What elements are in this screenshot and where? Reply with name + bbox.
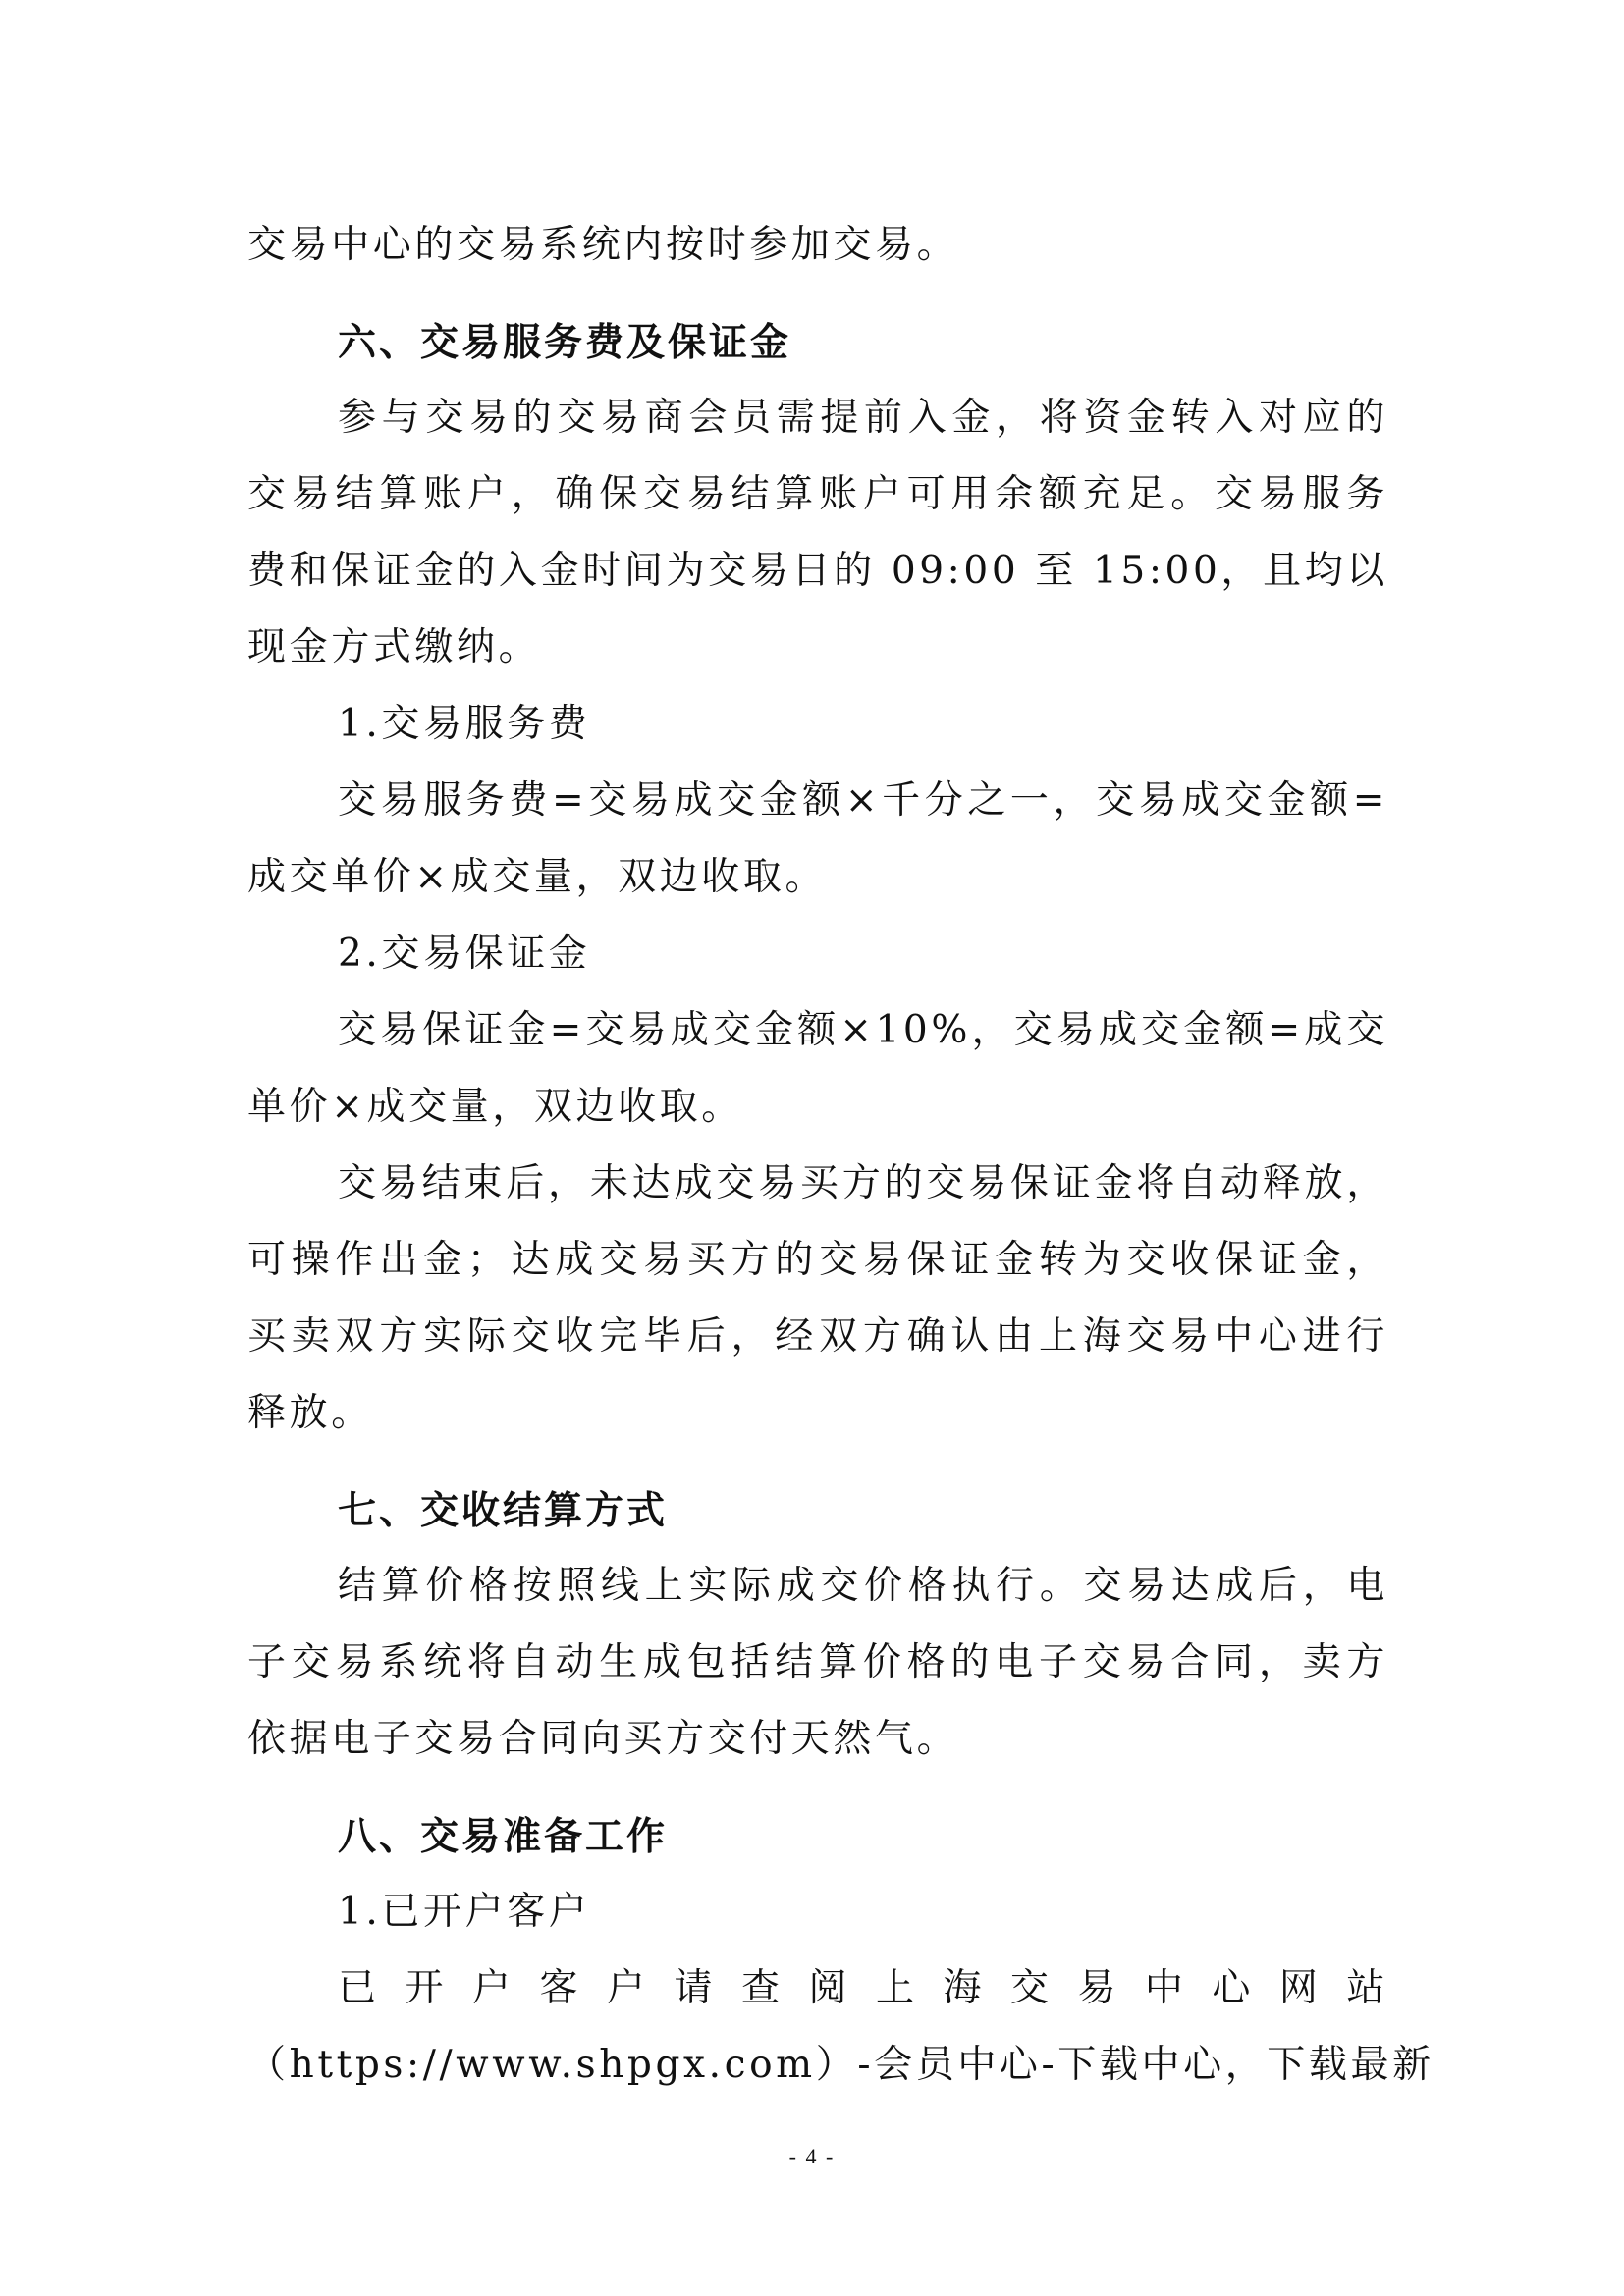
- section-heading: 八、交易准备工作: [338, 1815, 669, 1859]
- paragraph-line: 交易保证金=交易成交金额×10%，交易成交金额=成交: [338, 1008, 1388, 1052]
- paragraph-line: 交易结算账户，确保交易结算账户可用余额充足。交易服务: [247, 472, 1388, 516]
- section-heading: 六、交易服务费及保证金: [338, 321, 792, 365]
- subheading: 2.交易保证金: [338, 932, 591, 976]
- paragraph-line: 交易结束后，未达成交易买方的交易保证金将自动释放，: [338, 1161, 1388, 1205]
- section-heading: 七、交收结算方式: [338, 1489, 669, 1533]
- paragraph-line: 依据电子交易合同向买方交付天然气。: [247, 1717, 959, 1761]
- paragraph-line: 参与交易的交易商会员需提前入金，将资金转入对应的: [338, 396, 1388, 440]
- paragraph-line: 现金方式缴纳。: [247, 625, 541, 669]
- paragraph-line: 子交易系统将自动生成包括结算价格的电子交易合同，卖方: [247, 1640, 1388, 1684]
- subheading: 1.交易服务费: [338, 702, 591, 746]
- paragraph-line: （https://www.shpgx.com）-会员中心-下载中心，下载最新: [247, 2043, 1435, 2087]
- paragraph-line: 买卖双方实际交收完毕后，经双方确认由上海交易中心进行: [247, 1314, 1388, 1359]
- paragraph-line: 交易服务费=交易成交金额×千分之一，交易成交金额=: [338, 778, 1388, 823]
- paragraph-line: 可操作出金；达成交易买方的交易保证金转为交收保证金，: [247, 1238, 1388, 1282]
- subheading: 1.已开户客户: [338, 1890, 591, 1934]
- paragraph-line: 结算价格按照线上实际成交价格执行。交易达成后，电: [338, 1564, 1388, 1608]
- paragraph-line: 释放。: [247, 1391, 373, 1435]
- paragraph-line: 交易中心的交易系统内按时参加交易。: [247, 223, 959, 267]
- paragraph-line: 已开户客户请查阅上海交易中心网站: [338, 1966, 1388, 2010]
- paragraph-line: 成交单价×成交量，双边收取。: [247, 855, 828, 899]
- page-number: - 4 -: [788, 2144, 836, 2168]
- paragraph-line: 单价×成交量，双边收取。: [247, 1085, 743, 1129]
- paragraph-line: 费和保证金的入金时间为交易日的 09:00 至 15:00，且均以: [247, 549, 1388, 593]
